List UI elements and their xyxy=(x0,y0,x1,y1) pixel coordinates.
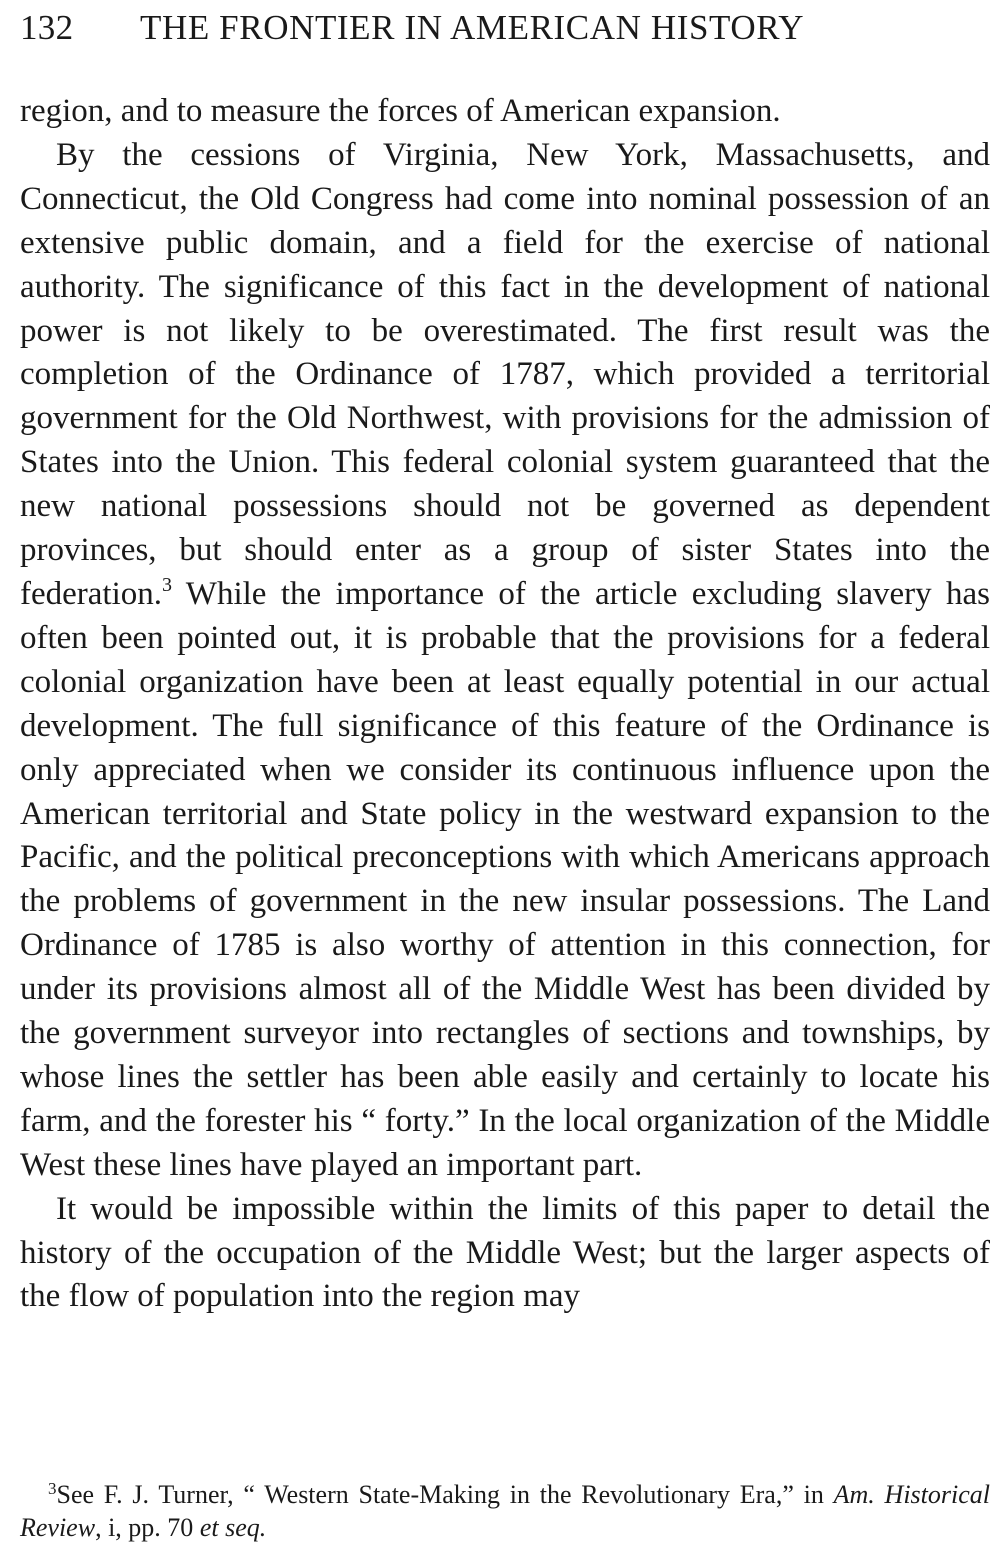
footnote-text: , i, pp. 70 xyxy=(95,1513,200,1542)
body-text xyxy=(20,90,990,1319)
paragraph-cessions xyxy=(20,134,990,1188)
footnotes xyxy=(20,1478,990,1544)
paragraph-text: By the cessions of Virginia, New York, Massachusetts, and Connecticut, the Old Congress had come into nominal possession of an extensive public domain, and a field for the exercise of national authority. The significance of this fact in the development of national power is not likely to be overestimated. The first result was the completion of the Ordinance of 1787, which provided a territorial government for the Old Northwest, with provisions for the admission of States into the Union. This federal colonial system guaranteed that the new national possessions should not be governed as dependent provinces, but should enter as a group of sister States into the federation. xyxy=(20,136,990,612)
footnote-3 xyxy=(20,1478,990,1544)
paragraph-continued: region, and to measure the forces of American expansion. xyxy=(20,93,781,129)
page-number: 132 xyxy=(20,8,74,47)
footnote-marker: 3 xyxy=(48,1479,57,1498)
footnote-text: See F. J. Turner, “ Western State-Making in the Revolutionary Era,” in xyxy=(56,1480,834,1509)
paragraph-occupation: It would be impossible within the limits of this paper to detail the history of the occupation of the Middle West; but the larger aspects of the flow of population into the region may xyxy=(20,1190,990,1315)
paragraph-text: While the importance of the article excluding slavery has often been pointed out, it is probable that the provisions for a federal colonial organization have been at least equally potential in our actual development. The full significance of this feature of the Ordinance is only appreciated when we consider its continuous influence upon the American territorial and State policy in the westward expansion to the Pacific, and the political preconceptions with which Americans approach the problems of government in the new insular possessions. The Land Ordinance of 1785 is also worthy of attention in this connection, for under its provisions almost all of the Middle West has been divided by the government surveyor into rectangles of sections and townships, by whose lines the settler has been able easily and certainly to locate his farm, and the forester his “ forty.” In the local organization of the Middle West these lines have played an important part. xyxy=(20,575,990,1183)
footnote-et-seq: et seq. xyxy=(199,1513,267,1542)
running-title: THE FRONTIER IN AMERICAN HISTORY xyxy=(140,8,805,47)
footnote-reference: 3 xyxy=(162,573,173,596)
footnote-journal-title: Am. Historical Review xyxy=(20,1480,991,1542)
running-head xyxy=(20,4,990,52)
